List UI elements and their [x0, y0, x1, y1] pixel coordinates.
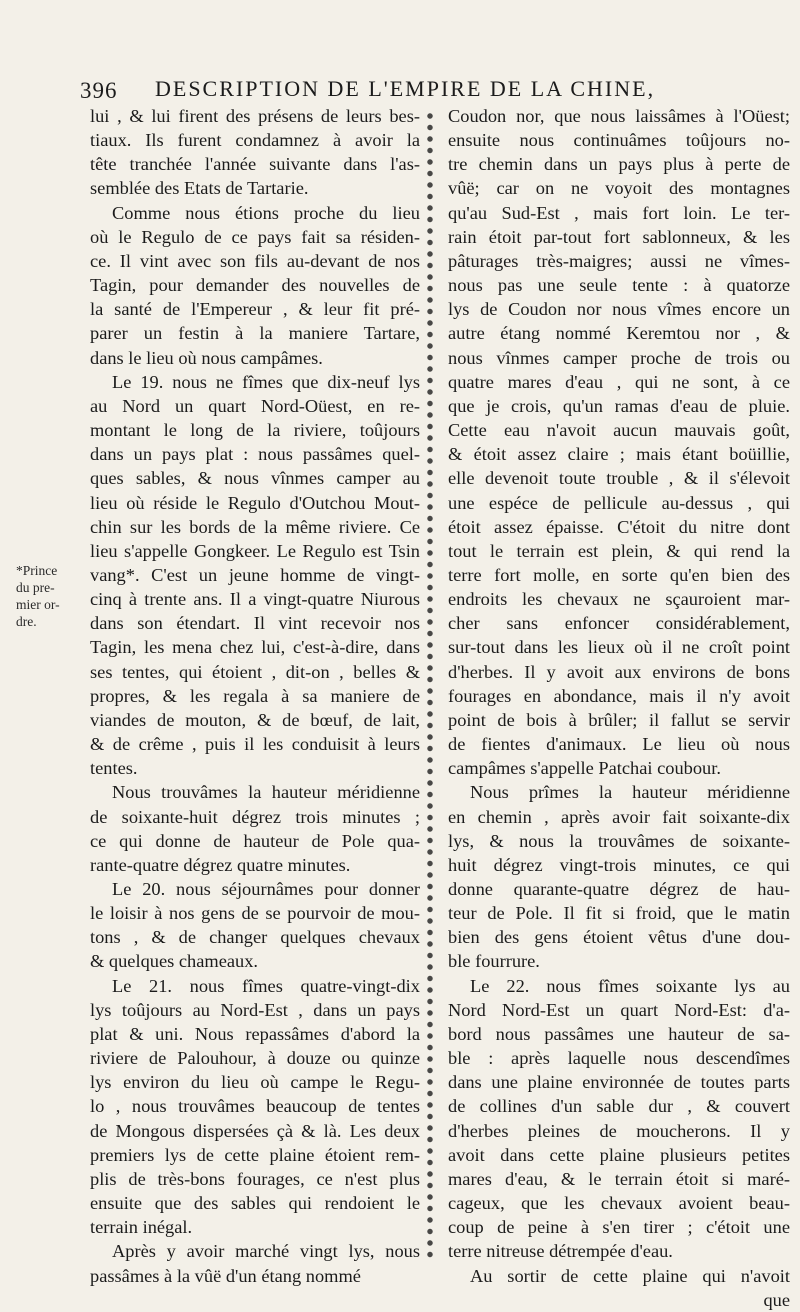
text-line: autre étang nommé Keremtou nor , &: [448, 323, 790, 344]
text-line: tentes.: [90, 758, 138, 779]
text-line: lys toûjours au Nord-Est , dans un pays: [90, 999, 420, 1020]
text-line: bien des gens étoient vêtus d'une dou-: [448, 927, 790, 948]
text-line: dans une plaine environnée de toutes parts: [448, 1072, 790, 1093]
text-line: Le 22. nous fîmes soixante lys au: [470, 975, 790, 996]
left-text-column: [90, 104, 420, 1288]
text-line: terrain inégal.: [90, 1217, 193, 1238]
text-line: lys de Coudon nor nous vîmes encore un: [448, 299, 790, 320]
text-line: terre nitreuse détrempée d'eau.: [448, 1241, 673, 1262]
text-line: qu'au Sud-Est , mais fort loin. Le ter-: [448, 202, 790, 223]
text-line: montant le long de la riviere, toûjours: [90, 420, 420, 441]
text-line: vûë; car on ne voyoit des montagnes: [448, 178, 790, 199]
text-line: fourages en abondance, mais il n'y avoit: [448, 685, 790, 706]
text-line: lys environ du lieu où campe le Regu-: [90, 1072, 420, 1093]
text-line: bord nous passâmes une hauteur de sa-: [448, 1023, 790, 1044]
margin-note-line: dre.: [16, 614, 37, 629]
text-line: Le 19. nous ne fîmes que dix-neuf lys: [112, 371, 420, 392]
text-line: une espéce de pellicule au-dessus , qui: [448, 492, 790, 513]
text-line: ensuite que des sables qui rendoient le: [90, 1193, 420, 1214]
text-line: campâmes s'appelle Patchai coubour.: [448, 758, 721, 779]
text-line: lieu où réside le Regulo d'Outchou Mout-: [90, 492, 420, 513]
text-line: où le Regulo de ce pays fait sa résiden-: [90, 226, 420, 247]
text-line: teur de Pole. Il fit si froid, que le matin: [448, 903, 790, 924]
text-line: cageux, que les chevaux avoient beau-: [448, 1193, 790, 1214]
text-line: ques sables, & nous vînmes camper au: [90, 468, 420, 489]
text-line: lo , nous trouvâmes beaucoup de tentes: [90, 1096, 420, 1117]
text-line: semblée des Etats de Tartarie.: [90, 178, 309, 199]
text-line: plis de très-bons fourages, ce n'est plus: [90, 1168, 420, 1189]
text-line: Tagin, les mena chez lui, c'est-à-dire, dans: [90, 637, 420, 658]
text-line: & de crême , puis il les conduisit à leurs: [90, 734, 420, 755]
text-line: Tagin, pour demander des nouvelles de: [90, 275, 420, 296]
text-line: ses tentes, qui étoient , dit-on , belles &: [90, 661, 420, 682]
text-line: la santé de l'Empereur , & leur fit pré-: [90, 299, 420, 320]
text-line: tiaux. Ils furent condamnez à avoir la: [90, 130, 420, 151]
text-line: Après y avoir marché vingt lys, nous: [112, 1241, 420, 1262]
text-line: Coudon nor, que nous laissâmes à l'Oüest;: [448, 106, 790, 126]
text-line: ble fourrure.: [448, 951, 540, 972]
text-line: cher sans enfoncer considérablement,: [448, 613, 790, 634]
text-line: mares d'eau, & le terrain étoit si maré-: [448, 1168, 790, 1189]
column-divider-ornament: [422, 110, 438, 1260]
margin-note-line: *Prince: [16, 563, 58, 578]
text-line: premiers lys de cette plaine étoient rem-: [90, 1144, 420, 1165]
text-line: viandes de mouton, & de bœuf, de lait,: [90, 709, 420, 730]
text-line: & quelques chameaux.: [90, 951, 259, 972]
text-line: de Mongous dispersées çà & là. Les deux: [90, 1120, 420, 1141]
text-line: endroits les chevaux ne sçauroient mar-: [448, 589, 790, 610]
text-line: sur-tout dans les lieux où il ne croît point: [448, 637, 790, 658]
text-line: huit dégrez vingt-trois minutes, ce qui: [448, 854, 790, 875]
text-line: & étoit assez claire ; mais étant boüillie,: [448, 444, 790, 465]
text-line: dans le lieu où nous campâmes.: [90, 347, 323, 368]
text-line: que je crois, qu'un ramas d'eau de pluie.: [448, 395, 790, 416]
page-number: 396: [80, 78, 118, 103]
text-line: Au sortir de cette plaine qui n'avoit: [470, 1265, 790, 1286]
text-line: Nous prîmes la hauteur méridienne: [470, 782, 790, 803]
right-text-column: [448, 104, 790, 1312]
text-line: ble : après laquelle nous descendîmes: [448, 1048, 790, 1069]
text-line: Le 20. nous séjournâmes pour donner: [112, 879, 420, 899]
text-line: lui , & lui firent des présens de leurs bes-: [90, 106, 420, 126]
text-line: propres, & les regala à sa maniere de: [90, 685, 420, 706]
text-line: dans son étendart. Il vint recevoir nos: [90, 613, 420, 634]
margin-note-line: mier or-: [16, 597, 60, 612]
text-line: que: [763, 1289, 790, 1310]
text-line: nous vînmes camper proche de trois ou: [448, 347, 790, 368]
text-line: lieu s'appelle Gongkeer. Le Regulo est Tsin: [90, 540, 420, 561]
running-title: DESCRIPTION DE L'EMPIRE DE LA CHINE,: [155, 76, 656, 101]
text-line: le loisir à nos gens de se pourvoir de mou-: [90, 903, 420, 924]
text-line: elle devenoit toute trouble , & il s'élevoit: [448, 468, 790, 489]
text-line: cinq à trente ans. Il a vingt-quatre Niurous: [90, 589, 420, 610]
text-line: de collines d'un sable dur , & couvert: [448, 1096, 790, 1117]
text-line: Nous trouvâmes la hauteur méridienne: [112, 782, 420, 803]
text-line: tête tranchée l'année suivante dans l'as-: [90, 154, 420, 175]
text-line: rain étoit par-tout fort sablonneux, & les: [448, 226, 790, 247]
text-line: passâmes à la vûë d'un étang nommé: [90, 1265, 361, 1286]
text-line: Comme nous étions proche du lieu: [112, 202, 420, 223]
margin-note-line: du pre-: [16, 580, 55, 595]
text-line: d'herbes pleines de moucherons. Il y: [448, 1120, 790, 1141]
text-line: terre fort molle, en sorte qu'en bien des: [448, 564, 790, 585]
text-line: quatre mares d'eau , qui ne sont, à ce: [448, 371, 790, 392]
text-line: tre chemin dans un pays plus à perte de: [448, 154, 790, 175]
text-line: tons , & de changer quelques chevaux: [90, 927, 420, 948]
margin-note: [16, 562, 86, 630]
text-line: rante-quatre dégrez quatre minutes.: [90, 854, 351, 875]
text-line: pâturages très-maigres; aussi ne vîmes-: [448, 250, 790, 271]
text-line: ce. Il vint avec son fils au-devant de nos: [90, 250, 420, 271]
text-line: étoit assez épaisse. C'étoit du nitre dont: [448, 516, 790, 537]
text-line: chin sur les bords de la même riviere. Ce: [90, 516, 420, 537]
text-line: au Nord un quart Nord-Oüest, en re-: [90, 395, 420, 416]
text-line: vang*. C'est un jeune homme de vingt-: [90, 564, 420, 585]
text-line: tout le terrain est plein, & qui rend la: [448, 540, 790, 561]
text-line: parer un festin à la maniere Tartare,: [90, 323, 420, 344]
text-line: lys, & nous la trouvâmes de soixante-: [448, 830, 790, 851]
text-line: d'herbes. Il y avoit aux environs de bons: [448, 661, 790, 682]
text-line: dans un pays plat : nous passâmes quel-: [90, 444, 420, 465]
text-line: avoit dans cette plaine plusieurs petites: [448, 1144, 790, 1165]
text-line: riviere de Palouhour, à douze ou quinze: [90, 1048, 420, 1069]
text-line: point de bois à brûler; il fallut se servir: [448, 709, 790, 730]
text-line: nous pas une seule tente : à quatorze: [448, 275, 790, 296]
text-line: Le 21. nous fîmes quatre-vingt-dix: [112, 975, 420, 996]
text-line: coup de peine à s'en tirer ; c'étoit une: [448, 1217, 790, 1238]
text-line: donne quarante-quatre dégrez de hau-: [448, 879, 790, 899]
text-line: Nord Nord-Est un quart Nord-Est: d'a-: [448, 999, 790, 1020]
text-line: en chemin , après avoir fait soixante-dix: [448, 806, 790, 827]
text-line: Cette eau n'avoit aucun mauvais goût,: [448, 420, 790, 441]
text-line: de soixante-huit dégrez trois minutes ;: [90, 806, 420, 827]
text-line: plat & uni. Nous repassâmes d'abord la: [90, 1023, 420, 1044]
text-line: de fientes d'animaux. Le lieu où nous: [448, 734, 790, 755]
text-line: ce qui donne de hauteur de Pole qua-: [90, 830, 420, 851]
text-line: ensuite nous continuâmes toûjours no-: [448, 130, 790, 151]
